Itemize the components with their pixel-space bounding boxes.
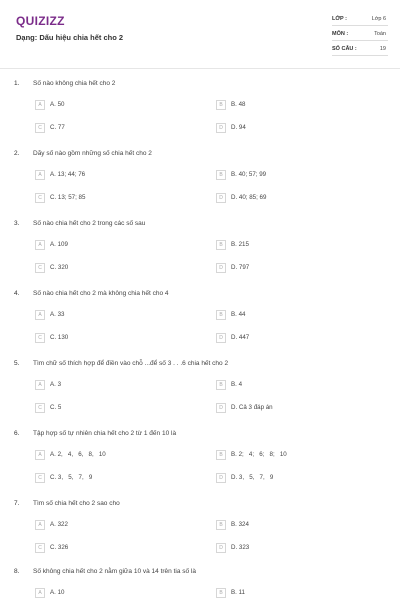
option-letter-box: D	[216, 123, 226, 133]
option-text: B. 2; 4; 6; 8; 10	[231, 451, 287, 458]
option-letter-box: B	[216, 380, 226, 390]
question-text: Số nào không chia hết cho 2	[33, 80, 116, 87]
question-number: 8.	[14, 568, 20, 575]
option-text: A. 3	[50, 381, 62, 388]
option-text: D. 323	[231, 544, 250, 551]
question-text: Số không chia hết cho 2 nằm giữa 10 và 14 trên tia số là	[33, 568, 196, 575]
option-text: B. 11	[231, 589, 245, 596]
question-text: Tìm chữ số thích hợp để điền vào chỗ ...để số 3 . . .6 chia hết cho 2	[33, 360, 229, 367]
option-text: D. Cả 3 đáp án	[231, 404, 273, 411]
question-6	[0, 430, 400, 500]
option-letter-box: D	[216, 473, 226, 483]
option-letter-box: A	[35, 310, 45, 320]
option-text: C. 3, 5, 7, 9	[50, 474, 93, 481]
question-number: 5.	[14, 360, 20, 367]
question-number: 2.	[14, 150, 20, 157]
option-text: A. 109	[50, 241, 68, 248]
option-letter-box: B	[216, 240, 226, 250]
option-text: C. 326	[50, 544, 69, 551]
option-text: A. 10	[50, 589, 65, 596]
option-letter-box: A	[35, 240, 45, 250]
option-text: C. 5	[50, 404, 62, 411]
option-text: A. 2, 4, 6, 8, 10	[50, 451, 106, 458]
option-letter-box: C	[35, 403, 45, 413]
quizizz-logo: QUIZIZZ	[16, 14, 65, 28]
option-letter-box: A	[35, 100, 45, 110]
meta-grade-value: Lớp 6	[371, 16, 386, 22]
option-text: A. 13; 44; 76	[50, 171, 86, 178]
option-letter-box: D	[216, 263, 226, 273]
option-letter-box: B	[216, 588, 226, 598]
option-letter-box: C	[35, 123, 45, 133]
option-letter-box: D	[216, 193, 226, 203]
question-5	[0, 360, 400, 430]
worksheet-topic: Dạng: Dấu hiệu chia hết cho 2	[16, 33, 124, 42]
option-letter-box: B	[216, 450, 226, 460]
worksheet-header	[0, 0, 400, 68]
option-letter-box: A	[35, 588, 45, 598]
option-text: C. 130	[50, 334, 69, 341]
option-letter-box: B	[216, 310, 226, 320]
question-text: Số nào chia hết cho 2 trong các số sau	[33, 220, 146, 227]
option-letter-box: C	[35, 263, 45, 273]
option-text: D. 3, 5, 7, 9	[231, 474, 274, 481]
question-text: Tập hợp số tự nhiên chia hết cho 2 từ 1 đến 10 là	[33, 430, 177, 437]
option-letter-box: B	[216, 520, 226, 530]
option-text: B. 44	[231, 311, 246, 318]
option-text: C. 77	[50, 124, 65, 131]
meta-subject-value: Toán	[374, 31, 386, 37]
option-text: A. 33	[50, 311, 65, 318]
question-number: 7.	[14, 500, 20, 507]
header-divider	[0, 68, 400, 69]
option-letter-box: D	[216, 543, 226, 553]
option-text: D. 40; 85; 69	[231, 194, 267, 201]
option-text: A. 50	[50, 101, 65, 108]
question-4	[0, 290, 400, 360]
option-text: B. 215	[231, 241, 249, 248]
question-2	[0, 150, 400, 220]
question-7	[0, 500, 400, 570]
option-text: B. 324	[231, 521, 249, 528]
option-letter-box: A	[35, 450, 45, 460]
option-text: C. 13; 57; 85	[50, 194, 86, 201]
option-text: D. 447	[231, 334, 250, 341]
option-letter-box: C	[35, 193, 45, 203]
option-text: D. 797	[231, 264, 250, 271]
meta-subject-label: MÔN :	[332, 31, 349, 37]
question-text: Dãy số nào gồm những số chia hết cho 2	[33, 150, 152, 157]
meta-grade-label: LỚP :	[332, 16, 347, 22]
option-letter-box: A	[35, 380, 45, 390]
question-number: 4.	[14, 290, 20, 297]
option-letter-box: C	[35, 333, 45, 343]
option-text: C. 320	[50, 264, 69, 271]
option-letter-box: A	[35, 520, 45, 530]
question-1	[0, 80, 400, 150]
option-text: A. 322	[50, 521, 68, 528]
option-letter-box: D	[216, 403, 226, 413]
question-8	[0, 568, 400, 600]
option-letter-box: A	[35, 170, 45, 180]
question-text: Số nào chia hết cho 2 mà không chia hết cho 4	[33, 290, 169, 297]
option-letter-box: D	[216, 333, 226, 343]
option-text: B. 4	[231, 381, 243, 388]
option-letter-box: C	[35, 473, 45, 483]
question-3	[0, 220, 400, 290]
option-text: B. 48	[231, 101, 246, 108]
option-letter-box: B	[216, 100, 226, 110]
option-text: D. 94	[231, 124, 246, 131]
question-number: 1.	[14, 80, 20, 87]
question-text: Tìm số chia hết cho 2 sao cho	[33, 500, 120, 507]
question-number: 6.	[14, 430, 20, 437]
option-text: B. 40; 57; 99	[231, 171, 267, 178]
option-letter-box: B	[216, 170, 226, 180]
option-letter-box: C	[35, 543, 45, 553]
meta-count-label: SỐ CÂU :	[332, 46, 357, 52]
meta-count-value: 19	[379, 46, 386, 52]
question-number: 3.	[14, 220, 20, 227]
